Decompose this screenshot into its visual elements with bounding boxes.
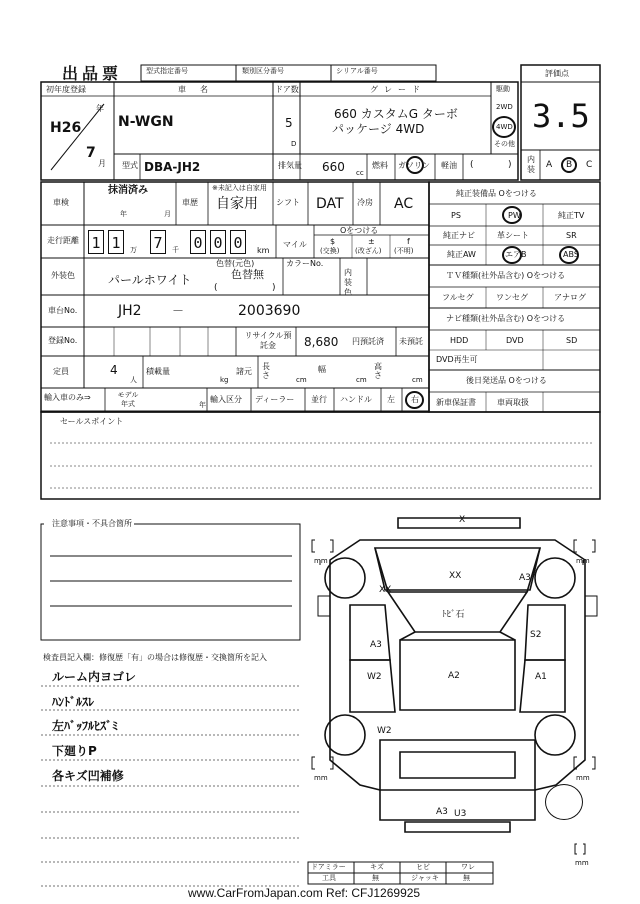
odometer-digit: 1 (88, 230, 104, 254)
person-unit: 人 (130, 376, 137, 384)
mile-label: マイル (283, 240, 307, 249)
legend-jack: ジャッキ (411, 874, 439, 882)
model-code: DBA-JH2 (144, 160, 201, 174)
drive-4wd: 4WD (496, 123, 513, 131)
after-title: 後日発送品 Oをつける (466, 376, 547, 385)
mark-lower-w2: W2 (377, 726, 392, 736)
tyre-fr-mm: mm (576, 557, 590, 565)
displacement-label: 排気量 (278, 161, 302, 170)
length-cm: cm (296, 376, 307, 384)
equip-ps: PS (451, 211, 461, 220)
opt-tamper: ± (368, 237, 375, 246)
mark-right-a3: A3 (519, 573, 531, 583)
equip-abs-circle (559, 246, 579, 264)
legend-header-scratch: キズ (370, 863, 384, 871)
inspection-month-unit: 月 (164, 210, 171, 218)
kg-unit: kg (220, 376, 229, 384)
width-label: 幅 (318, 365, 326, 374)
interior-b: B (566, 160, 573, 170)
mileage-label: 走行距離 (47, 236, 79, 245)
recycle-unpaid: 未預託 (399, 337, 423, 346)
dims-label: 諸元 (236, 367, 252, 376)
height-label: 高さ (374, 362, 382, 380)
displacement-value: 660 (322, 160, 345, 174)
mark-right-s2: S2 (530, 630, 542, 640)
legend-jack-value: 無 (463, 874, 470, 882)
mark-bottom-u3: U3 (454, 809, 467, 819)
footer-watermark: www.CarFromJapan.com Ref: CFJ1269925 (188, 886, 421, 900)
height-cm: cm (412, 376, 423, 384)
chassis-dash: － (172, 304, 185, 318)
equip-airbag: エアB (505, 250, 527, 259)
interior-label: 内装 (527, 155, 535, 174)
first-registration-label: 初年度登録 (46, 85, 86, 94)
inspection-label: 車検 (53, 198, 69, 207)
car-name-label: 車名 (178, 85, 222, 94)
tv-fullseg: フルセグ (442, 293, 474, 302)
tv-analog: アナログ (554, 293, 586, 302)
drive-2wd: 2WD (496, 103, 513, 111)
grade-line-2: パッケージ 4WD (332, 122, 425, 136)
opt-tamper-sub: (改ざん) (355, 247, 382, 255)
fuel-gasoline: ガソリン (398, 161, 430, 170)
equip-pw: PW (508, 211, 521, 220)
equip-airbag-circle (502, 246, 522, 264)
fuel-diesel: 軽油 (441, 161, 457, 170)
mark-right-a1: A1 (535, 672, 547, 682)
import-label: 輸入車のみ⇒ (44, 393, 91, 402)
sales-points-label: セールスポイント (60, 417, 124, 426)
mark-left-w2: W2 (367, 672, 382, 682)
color-change-label: 色替(元色) (216, 259, 255, 268)
registration-year: H26 (50, 120, 82, 136)
int-color-label: 内装色 (344, 268, 352, 297)
man-unit: 万 (130, 246, 137, 254)
spare-tyre-circle (545, 784, 583, 820)
handle-right-circle (405, 391, 424, 409)
opt-mile: $ (330, 237, 336, 246)
equip-navi: 純正ナビ (443, 231, 475, 240)
door-d: D (291, 140, 297, 148)
form-title: 出品票 (62, 64, 123, 83)
odometer-digit: 0 (210, 230, 226, 254)
color-no-label: カラーNo. (286, 259, 324, 268)
equip-abs: ABS (563, 250, 579, 259)
cooler-value: AC (394, 196, 414, 212)
chassis-number: 2003690 (238, 303, 301, 319)
tyre-fl-mm: mm (314, 557, 328, 565)
registration-month: 7 (86, 145, 96, 161)
color-change-value: 色替無 (231, 268, 264, 281)
odometer-digit: 7 (150, 230, 166, 254)
cc-unit: cc (356, 169, 364, 177)
km-unit: km (257, 246, 270, 255)
odometer-digit: 1 (108, 230, 124, 254)
color-paren-open: ( (214, 283, 218, 293)
handle-label: ハンドル (340, 395, 372, 404)
ext-color-label: 外装色 (51, 271, 75, 280)
equip-leather: 革シート (497, 231, 529, 240)
drive-4wd-circle (492, 116, 516, 138)
model-year-label: モデル年式 (117, 391, 139, 408)
note-line-1: ルーム内ヨゴレ (52, 670, 137, 684)
circle-instruction: Oをつける (340, 226, 379, 235)
history-label: 車歴 (182, 198, 198, 207)
navi-dvd: DVD (506, 336, 524, 345)
spare-tyre-bracket (574, 843, 586, 855)
cooler-label: 冷房 (357, 198, 373, 207)
grade-label: 評価点 (545, 69, 569, 78)
ext-color-value: パールホワイト (108, 273, 192, 287)
shift-value: DAT (316, 196, 344, 212)
history-note: ※未記入は自家用 (212, 184, 267, 192)
opt-unknown: f (407, 237, 410, 246)
equip-tv: 純正TV (558, 211, 585, 220)
interior-b-circle (561, 157, 577, 173)
tv-oneseg: ワンセグ (496, 293, 528, 302)
capacity-value: 4 (110, 363, 118, 377)
equip-title: 純正装備品 Oをつける (456, 189, 537, 198)
legend-header-mirror: ドアミラー (311, 863, 346, 871)
mark-left-xx: XX (379, 585, 392, 595)
inspector-title: 検査員記入欄：修復歴「有」の場合は修復歴・交換箇所を記入 (43, 653, 267, 662)
auction-score: 3.5 (532, 97, 590, 135)
door-count: 5 (285, 116, 293, 130)
opt-mile-sub: (交換) (320, 247, 340, 255)
fuel-circle (406, 156, 424, 174)
handle-left: 左 (387, 395, 395, 404)
chassis-label: 車台No. (48, 306, 78, 315)
serial-number-label: シリアル番号 (336, 67, 378, 75)
type-designation-label: 型式指定番号 (146, 67, 188, 75)
grade-head: グレード (370, 85, 426, 94)
import-type-label: 輸入区分 (210, 395, 242, 404)
note-line-4: 下廻りP (52, 744, 97, 758)
legend-header-crack: ヒビ (416, 863, 430, 871)
dvd-play: DVD再生可 (436, 355, 478, 364)
inspection-year-unit: 年 (120, 210, 127, 218)
legend-tool: 工具 (322, 874, 336, 882)
history-value: 自家用 (216, 196, 258, 212)
note-line-5: 各キズ凹補修 (52, 769, 124, 783)
fuel-paren-close: ) (508, 160, 512, 170)
navi-hdd: HDD (450, 336, 469, 345)
doors-label: ドア数 (275, 85, 299, 94)
after-manual: 車両取扱 (497, 398, 529, 407)
tyre-rr-mm: mm (576, 774, 590, 782)
length-label: 長さ (262, 362, 270, 380)
notes-title: 注意事項・不具合箇所 (52, 519, 132, 528)
drive-other: その他 (494, 140, 515, 148)
color-paren-close: ) (272, 283, 276, 293)
mark-center-a2: A2 (448, 671, 460, 681)
model-label: 型式 (122, 161, 138, 170)
sen-unit: 千 (172, 246, 179, 254)
car-name: N-WGN (118, 114, 174, 130)
mark-roof-xx: XX (449, 571, 462, 581)
model-year-unit: 年 (199, 401, 206, 409)
odometer-digit: 0 (230, 230, 246, 254)
grade-line-1: 660 カスタムG ターボ (334, 107, 458, 121)
recycle-paid: 円預託済 (352, 337, 384, 346)
tv-title: ＴＶ種類(社外品含む) Oをつける (446, 271, 566, 280)
equip-aw: 純正AW (447, 250, 476, 259)
equip-pw-circle (502, 206, 522, 224)
fuel-paren-open: ( (470, 160, 474, 170)
dealer-option: ディーラー (255, 395, 295, 404)
legend-header-break: ワレ (461, 863, 475, 871)
shift-label: シフト (276, 198, 300, 207)
spare-tyre-mm: mm (575, 859, 589, 867)
legend-tool-value: 無 (372, 874, 379, 882)
after-warranty: 新車保証書 (436, 398, 476, 407)
fuel-label: 燃料 (372, 161, 388, 170)
equip-sr: SR (566, 231, 577, 240)
chassis-prefix: JH2 (118, 303, 142, 319)
load-label: 積載量 (146, 367, 170, 376)
drive-label: 駆動 (496, 85, 510, 93)
recycle-label: リサイクル預託金 (244, 331, 292, 350)
interior-c: C (586, 160, 593, 170)
recycle-amount: 8,680 (304, 335, 339, 349)
note-line-2: ﾊﾝﾄﾞﾙｽﾚ (52, 695, 95, 709)
reg-no-label: 登録No. (48, 336, 78, 345)
mark-top-x: X (459, 515, 466, 525)
category-number-label: 類別区分番号 (242, 67, 284, 75)
tyre-rl-mm: mm (314, 774, 328, 782)
handle-right: 右 (411, 395, 419, 404)
mark-windshield: ﾄﾋﾞ石 (442, 610, 465, 620)
parallel-option: 並行 (311, 395, 327, 404)
month-unit: 月 (98, 159, 106, 168)
interior-a: A (546, 160, 553, 170)
inspection-value: 抹消済み (108, 185, 148, 196)
odometer-digit: 0 (190, 230, 206, 254)
mark-bottom-a3: A3 (436, 807, 448, 817)
capacity-label: 定員 (53, 367, 69, 376)
width-cm: cm (356, 376, 367, 384)
year-unit: 年 (96, 104, 104, 113)
navi-sd: SD (566, 336, 578, 345)
mark-hood-a3: A3 (370, 640, 382, 650)
note-line-3: 左ﾊﾞｯﾌﾙﾋｽﾞﾐ (52, 719, 119, 733)
navi-title: ナビ種類(社外品含む) Oをつける (446, 314, 566, 323)
opt-unknown-sub: (不明) (394, 247, 414, 255)
